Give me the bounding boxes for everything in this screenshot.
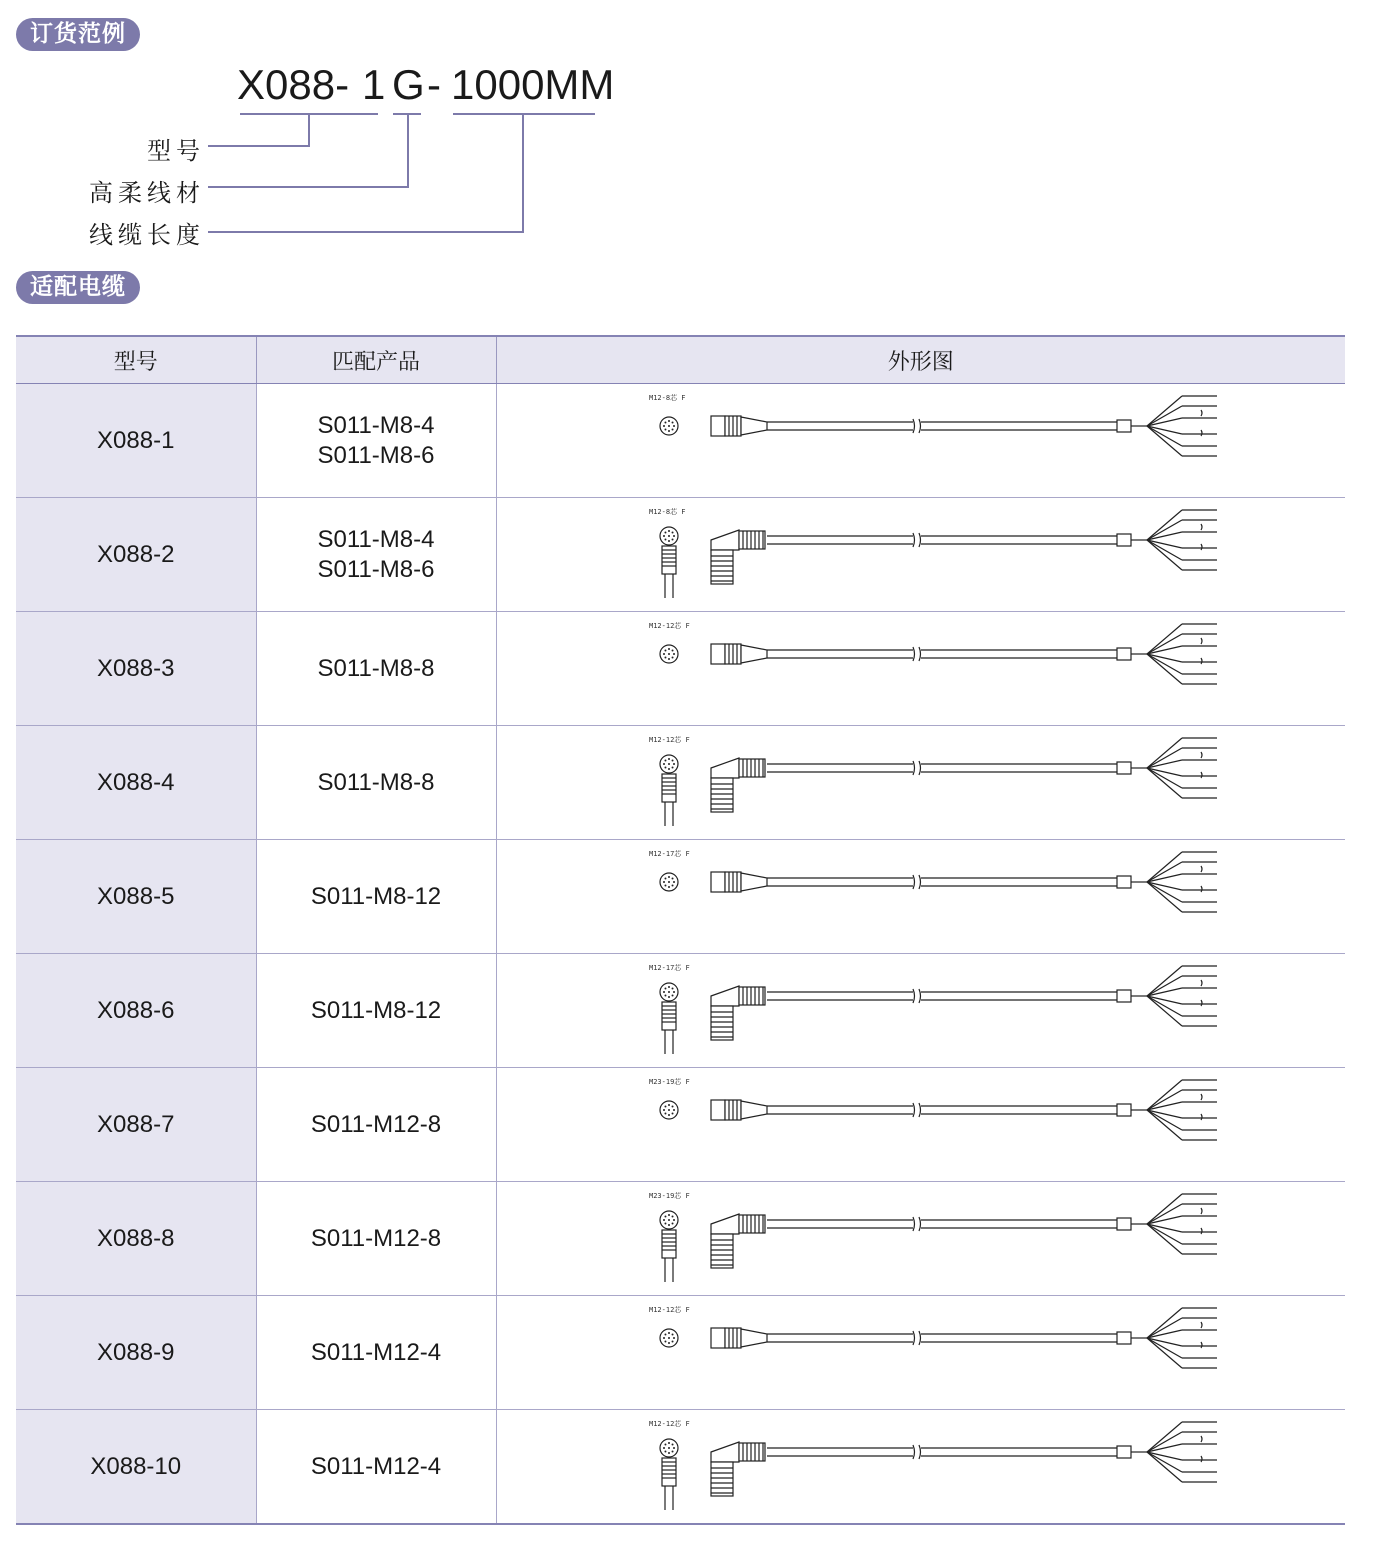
cell-model: X088-8	[16, 1182, 256, 1296]
product-code: S011-M12-8	[310, 1224, 442, 1252]
product-code: S011-M8-8	[317, 654, 435, 682]
connector-side-view	[662, 1458, 676, 1510]
connector-label: M12-17芯 F	[648, 963, 690, 972]
cell-drawing	[496, 1182, 1345, 1296]
code-material: G	[392, 61, 425, 108]
code-variant: 1	[362, 61, 386, 108]
cell-products	[256, 954, 496, 1068]
table-row	[16, 1296, 1345, 1410]
cell-model: X088-10	[16, 1410, 256, 1525]
table-row	[16, 954, 1345, 1068]
cell-products	[256, 498, 496, 612]
section-title-ordering-example: 订货范例	[16, 18, 140, 51]
connector-side-view	[662, 1002, 676, 1054]
cell-model: X088-2	[16, 498, 256, 612]
code-model: X088-	[237, 61, 350, 108]
product-code: S011-M8-4	[317, 525, 435, 553]
cable-drawing	[497, 386, 1346, 496]
order-code-leader-lines	[0, 0, 700, 250]
cell-products	[256, 1410, 496, 1525]
connector-face-icon	[660, 1101, 678, 1119]
header-model: 型号	[16, 336, 256, 384]
product-code: S011-M12-4	[310, 1452, 442, 1480]
code-length: 1000MM	[451, 61, 615, 108]
cell-products	[256, 1182, 496, 1296]
cell-model: X088-9	[16, 1296, 256, 1410]
connector-label: M12-17芯 F	[648, 849, 690, 858]
cell-products	[256, 384, 496, 498]
cell-products	[256, 1068, 496, 1182]
connector-label: M12-12芯 F	[648, 1419, 690, 1428]
product-code: S011-M8-12	[310, 882, 442, 910]
section-title-compatible-cables: 适配电缆	[16, 271, 140, 304]
product-code: S011-M8-12	[310, 996, 442, 1024]
product-code: S011-M8-6	[317, 555, 435, 583]
connector-label: M12-8芯 F	[648, 393, 686, 402]
connector-face-icon	[660, 1439, 678, 1457]
label-material: 高柔线材	[89, 179, 205, 207]
cell-drawing	[496, 726, 1345, 840]
product-code: S011-M8-8	[317, 768, 435, 796]
cable-drawing	[497, 728, 1346, 838]
table-row	[16, 840, 1345, 954]
connector-face-icon	[660, 1211, 678, 1229]
cell-products	[256, 726, 496, 840]
connector-side-view	[662, 774, 676, 826]
product-code: S011-M12-8	[310, 1110, 442, 1138]
cell-model: X088-6	[16, 954, 256, 1068]
product-code: S011-M8-6	[317, 441, 435, 469]
table-row	[16, 498, 1345, 612]
cable-drawing	[497, 614, 1346, 724]
table-header-row	[16, 336, 1345, 384]
cell-model: X088-4	[16, 726, 256, 840]
connector-face-icon	[660, 527, 678, 545]
cable-table	[16, 335, 1345, 1525]
cell-model: X088-7	[16, 1068, 256, 1182]
cable-drawing	[497, 842, 1346, 952]
label-length: 线缆长度	[89, 221, 205, 249]
cell-drawing	[496, 498, 1345, 612]
cable-drawing	[497, 1070, 1346, 1180]
cell-products	[256, 612, 496, 726]
connector-label: M23-19芯 F	[648, 1077, 690, 1086]
table-row	[16, 1182, 1345, 1296]
table-row	[16, 1410, 1345, 1525]
connector-label: M12-8芯 F	[648, 507, 686, 516]
connector-side-view	[662, 546, 676, 598]
code-separator: -	[427, 61, 441, 108]
cell-drawing	[496, 384, 1345, 498]
connector-face-icon	[660, 755, 678, 773]
connector-face-icon	[660, 645, 678, 663]
connector-label: M12-12芯 F	[648, 621, 690, 630]
cable-drawing	[497, 1412, 1346, 1522]
cell-drawing	[496, 840, 1345, 954]
cable-drawing	[497, 956, 1346, 1066]
connector-label: M12-12芯 F	[648, 1305, 690, 1314]
header-products: 匹配产品	[256, 336, 496, 384]
cell-drawing	[496, 1068, 1345, 1182]
connector-label: M12-12芯 F	[648, 735, 690, 744]
connector-label: M23-19芯 F	[648, 1191, 690, 1200]
connector-face-icon	[660, 983, 678, 1001]
table-row	[16, 1068, 1345, 1182]
cable-drawing	[497, 1184, 1346, 1294]
cell-products	[256, 1296, 496, 1410]
cell-drawing	[496, 1296, 1345, 1410]
connector-side-view	[662, 1230, 676, 1282]
cell-drawing	[496, 612, 1345, 726]
table-row	[16, 726, 1345, 840]
cell-drawing	[496, 954, 1345, 1068]
cell-model: X088-5	[16, 840, 256, 954]
table-row	[16, 612, 1345, 726]
cell-model: X088-3	[16, 612, 256, 726]
cell-products	[256, 840, 496, 954]
product-code: S011-M12-4	[310, 1338, 442, 1366]
cell-drawing	[496, 1410, 1345, 1525]
connector-face-icon	[660, 417, 678, 435]
cell-model: X088-1	[16, 384, 256, 498]
cable-drawing	[497, 1298, 1346, 1408]
header-drawing: 外形图	[496, 336, 1345, 384]
connector-face-icon	[660, 873, 678, 891]
product-code: S011-M8-4	[317, 411, 435, 439]
label-model: 型号	[147, 137, 205, 165]
connector-face-icon	[660, 1329, 678, 1347]
cable-drawing	[497, 500, 1346, 610]
table-row	[16, 384, 1345, 498]
